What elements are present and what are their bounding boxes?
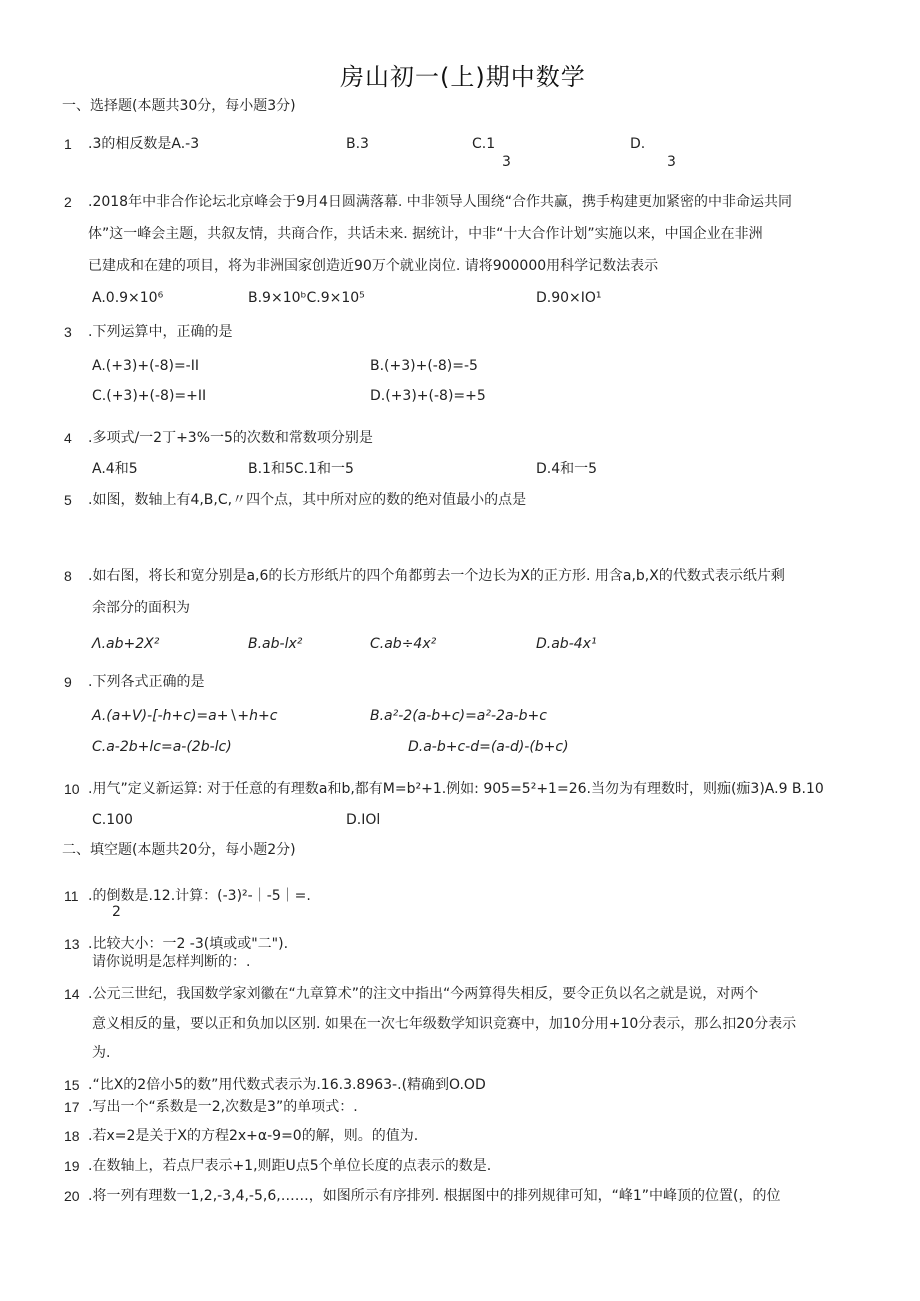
question-stem-line-2: 体”这一峰会主题，共叙友情，共商合作，共话未来. 据统计，中非“十大合作计划”实施以来，中国企业在非洲 [88,226,763,242]
question-number: 17 [64,1099,80,1115]
option-c: C.1 [472,136,496,152]
question-number: 14 [64,986,80,1002]
question-stem: .“比X的2倍小5的数”用代数式表示为.16.3.8963-.(精确到O.OD [88,1077,486,1093]
question-stem-line-1: .2018年中非合作论坛北京峰会于9月4日圆满落幕. 中非领导人围绕“合作共赢，携手构建更加紧密的中非命运共同 [88,194,793,210]
question-number: 9 [64,674,72,690]
option-a: A.0.9×10⁶ [92,290,164,306]
page-title: 房山初一(上)期中数学 [340,63,586,91]
option-d-denominator: 3 [667,154,676,170]
question-stem: .将一列有理数一1,2,-3,4,-5,6,……，如图所示有序排列. 根据图中的排列规律可知，“峰1”中峰顶的位置(，的位 [88,1188,781,1204]
option-c: C.a-2b+lc=a-(2b-lc) [92,739,232,755]
fraction-denominator: 2 [112,904,121,920]
option-a: A.(+3)+(-8)=-II [92,358,199,374]
question-stem-line-2: 请你说明是怎样判断的：. [92,954,251,970]
question-number: 4 [64,430,72,446]
question-number: 5 [64,492,72,508]
option-c: C.ab÷4x² [370,636,437,652]
option-b: B.ab-lx² [248,636,303,652]
question-number: 2 [64,194,72,210]
question-stem-line-3: 为. [92,1045,111,1061]
question-stem-line-2: 意义相反的量，要以正和负加以区别. 如果在一次七年级数学知识竞赛中，加10分用+10分表示，那么扣20分表示 [92,1016,797,1032]
question-stem: .下列各式正确的是 [88,674,205,690]
option-d: D.a-b+c-d=(a-d)-(b+c) [408,739,569,755]
question-stem: .比较大小：一2 -3(填或或"二"). [88,936,289,952]
question-stem: .用气”定义新运算: 对于任意的有理数a和b,都有M=b²+1.例如: 905=5²+1=26.当勿为有理数时，则痂(痂3)A.9 B.10 [88,781,824,797]
question-number: 19 [64,1158,80,1174]
question-stem-line-3: 已建成和在建的项目，将为非洲国家创造近90万个就业岗位. 请将900000用科学记数法表示 [88,258,659,274]
section-heading-fill: 二、填空题(本题共20分，每小题2分) [62,842,296,858]
option-d: D.ab-4x¹ [536,636,597,652]
question-number: 8 [64,568,72,584]
option-d: D.4和一5 [536,461,598,477]
question-stem: .在数轴上，若点尸表示+1,则距U点5个单位长度的点表示的数是. [88,1158,492,1174]
option-c: C.100 [92,812,133,828]
question-stem-line-2: 余部分的面积为 [92,600,190,616]
option-bc: B.9×10ᵇC.9×10⁵ [248,290,365,306]
question-stem-line-1: .公元三世纪，我国数学家刘徽在“九章算术”的注文中指出“今两算得失相反，要令正负以名之就是说，对两个 [88,986,759,1002]
question-number: 20 [64,1188,80,1204]
question-number: 15 [64,1077,80,1093]
question-number: 3 [64,324,72,340]
question-number: 10 [64,781,80,797]
option-c-denominator: 3 [502,154,511,170]
option-d: D.IOl [346,812,381,828]
question-stem-line-1: .如右图，将长和宽分别是a,6的长方形纸片的四个角都剪去一个边长为X的正方形. 用含a,b,X的代数式表示纸片剩 [88,568,785,584]
option-a: A.4和5 [92,461,138,477]
question-stem: .写出一个“系数是一2,次数是3”的单项式：. [88,1099,358,1115]
question-stem: .如图，数轴上有4,B,C,〃四个点，其中所对应的数的绝对值最小的点是 [88,492,527,508]
question-number: 1 [64,136,72,152]
question-number: 11 [64,888,79,904]
question-stem: .若x=2是关于X的方程2x+α-9=0的解，则。的值为. [88,1128,419,1144]
question-number: 13 [64,936,80,952]
section-heading-choice: 一、选择题(本题共30分，每小题3分) [62,98,296,114]
option-b: B.a²-2(a-b+c)=a²-2a-b+c [370,708,547,724]
option-a: A.(a+V)-[-h+c)=a+∖+h+c [92,708,278,724]
option-d: D.(+3)+(-8)=+5 [370,388,486,404]
option-d: D. [630,136,646,152]
question-stem: .3的相反数是A.-3 [88,136,200,152]
question-stem: .的倒数是.12.计算：(-3)²-｜-5｜=. [88,888,311,904]
question-stem: .多项式/一2丁+3%一5的次数和常数项分别是 [88,430,373,446]
option-c: C.(+3)+(-8)=+II [92,388,207,404]
question-stem: .下列运算中，正确的是 [88,324,233,340]
option-bc: B.1和5C.1和一5 [248,461,354,477]
option-b: B.3 [346,136,369,152]
option-d: D.90×IO¹ [536,290,602,306]
question-number: 18 [64,1128,80,1144]
option-b: B.(+3)+(-8)=-5 [370,358,478,374]
option-a: Λ.ab+2X² [92,636,160,652]
